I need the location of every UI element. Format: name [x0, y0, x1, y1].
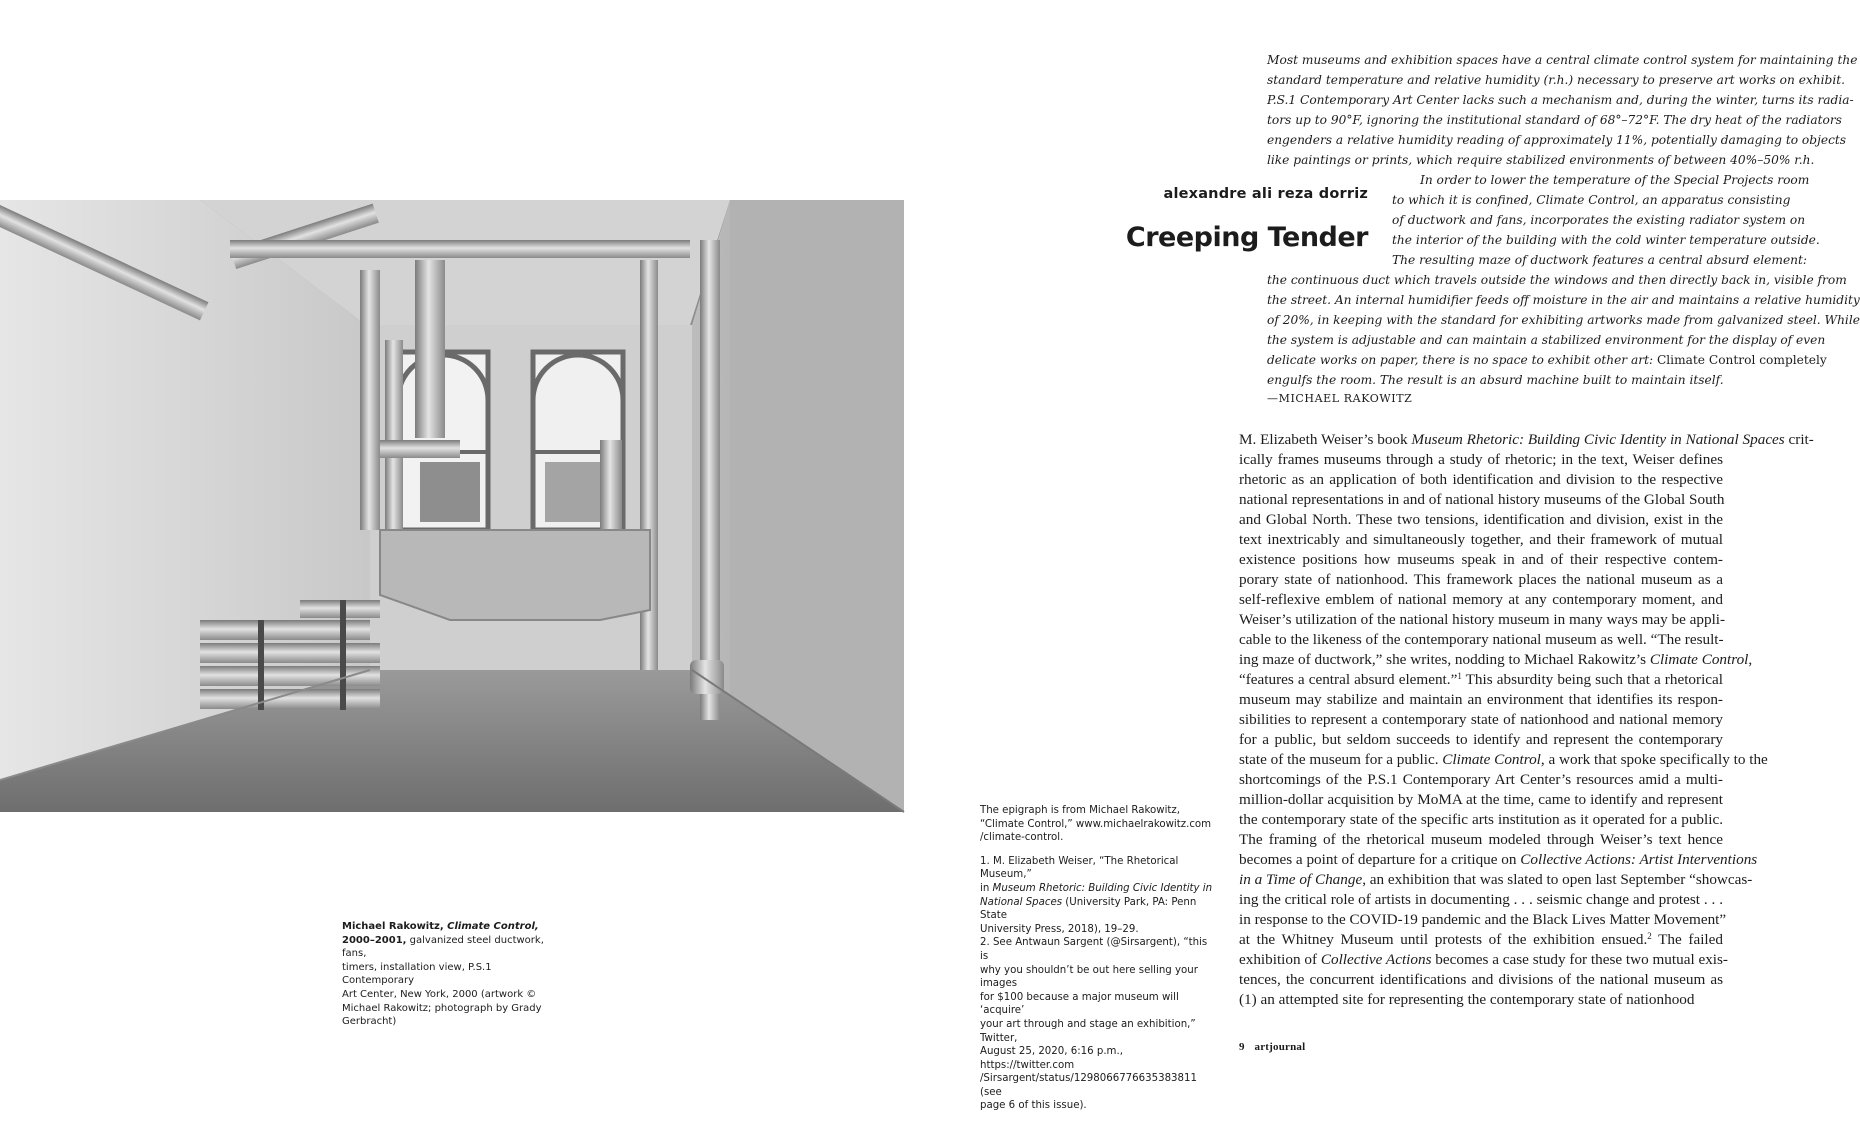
epigraph-note [980, 804, 1214, 845]
caption-line: Gerbracht) [342, 1016, 397, 1028]
body-line: tences, the concurrent identifications and divisions of the national museum as [1239, 971, 1723, 988]
note-line: (University Park, PA: Penn State [980, 896, 1197, 922]
epigraph-line: the interior of the building with the cold winter temperature outside. [1392, 233, 1820, 247]
caption-work-title: Climate Control, [447, 921, 539, 932]
book-title: Museum Rhetoric: Building Civic Identity in National Spaces [1411, 431, 1785, 448]
body-line: M. Elizabeth Weiser’s book Museum Rhetoric: Building Civic Identity in National Spaces crit- [1239, 431, 1814, 448]
exhibition-title: Collective Actions [1320, 951, 1432, 968]
work-title: Climate Control [1649, 651, 1749, 668]
epigraph-block [1392, 170, 1820, 270]
body-line: and Global North. These two tensions, identification and division, exist in the [1239, 511, 1723, 528]
body-line: porary state of nationhood. This framework places the national museum as a [1239, 571, 1723, 588]
footnote-ref: 1 [1457, 671, 1462, 681]
exhibition-title: in a Time of Change [1239, 871, 1363, 888]
note-line: /climate-control. [980, 832, 1064, 844]
note-2 [980, 936, 1214, 1113]
note-line: 2. See Antwaun Sargent (@Sirsargent), “this is [980, 937, 1208, 962]
journal-name: artjournal [1254, 1041, 1306, 1053]
body-line: cable to the likeness of the contemporary national museum as well. “The result- [1239, 631, 1724, 648]
body-line: text inextricably and simultaneously together, and their framework of mutual [1239, 531, 1723, 548]
epigraph-line: of 20%, in keeping with the standard for exhibiting artworks made from galvanized steel. While [1267, 313, 1860, 327]
body-line: self-reflexive emblem of national memory at any contemporary moment, and [1239, 591, 1723, 608]
body-line: “features a central absurd element.”$^1$ This absurdity being such that a rhetorical [1239, 671, 1723, 688]
epigraph-line: tors up to 90°F, ignoring the institutional standard of 68°–72°F. The dry heat of the radiators [1267, 113, 1842, 127]
epigraph-line: Most museums and exhibition spaces have a central climate control system for maintaining the [1267, 53, 1858, 67]
body-line: sibilities to represent a contemporary state of nationhood and national memory [1239, 711, 1723, 728]
body-line: at the Whitney Museum until protests of the exhibition ensued.$^2$ The failed [1239, 931, 1723, 948]
note-line: August 25, 2020, 6:16 p.m., https://twitter.com [980, 1046, 1123, 1071]
epigraph-line [1267, 350, 1860, 370]
body-line: in response to the COVID-19 pandemic and the Black Lives Matter Movement” [1239, 911, 1727, 928]
epigraph-line: P.S.1 Contemporary Art Center lacks such a mechanism and, during the winter, turns its radia- [1267, 93, 1854, 107]
body-line: state of the museum for a public. Climate Control, a work that spoke specifically to the [1239, 751, 1768, 768]
epigraph-line: to which it is confined, Climate Control, an apparatus consisting [1392, 193, 1791, 207]
epigraph-block [1267, 270, 1860, 390]
epigraph-attribution: —MICHAEL RAKOWITZ [1267, 392, 1413, 405]
caption-dates: 2000–2001, [342, 934, 407, 946]
body-text [1239, 430, 1814, 1010]
body-line: in a Time of Change, an exhibition that was slated to open last September “showcas- [1239, 871, 1753, 888]
body-line: The framing of the rhetorical museum modeled through Weiser’s text hence [1239, 831, 1723, 848]
work-title: Climate Control [1442, 751, 1541, 768]
body-line: becomes a point of departure for a critique on Collective Actions: Artist Interventions [1239, 851, 1758, 868]
caption-line: Michael Rakowitz; photograph by Grady [342, 1002, 542, 1014]
body-line: million-dollar acquisition by MoMA at the time, came to identify and represent [1239, 791, 1723, 808]
note-line: University Press, 2018), 19–29. [980, 923, 1139, 935]
note-line: 1. M. Elizabeth Weiser, “The Rhetorical Museum,” [980, 855, 1179, 881]
epigraph-line: of ductwork and fans, incorporates the existing radiator system on [1392, 213, 1806, 227]
installation-photo [0, 200, 904, 812]
caption-line: timers, installation view, P.S.1 Contemporary [342, 961, 492, 987]
note-line: for $100 because a major museum will ‘acquire’ [980, 991, 1179, 1017]
body-line: ically frames museums through a study of rhetoric; in the text, Weiser defines [1239, 451, 1723, 468]
epigraph-line: engenders a relative humidity reading of approximately 11%, potentially damaging to objects [1267, 133, 1847, 147]
body-line: exhibition of Collective Actions becomes a case study for these two mutual exis- [1239, 951, 1728, 968]
caption-medium: galvanized steel ductwork, fans, [342, 934, 544, 960]
body-line: Weiser’s utilization of the national history museum in many ways may be appli- [1239, 611, 1726, 628]
caption-line: Art Center, New York, 2000 (artwork © [342, 988, 537, 1000]
page-number: 9 [1239, 1041, 1245, 1053]
note-line: why you shouldn’t be out here selling your images [980, 964, 1198, 990]
page-footer [1239, 1041, 1305, 1053]
photo-caption [342, 920, 552, 1029]
epigraph-line: the continuous duct which travels outside the windows and then directly back in, visible from [1267, 273, 1847, 287]
epigraph-line: the system is adjustable and can maintain a stabilized environment for the display of even [1267, 333, 1826, 347]
note-line: The epigraph is from Michael Rakowitz, [980, 805, 1180, 816]
note-book-title: National Spaces [980, 896, 1063, 908]
body-line: rhetoric as an application of both identification and division to the respective [1239, 471, 1723, 488]
note-line: page 6 of this issue). [980, 1100, 1087, 1112]
body-line: national representations in and of national history museums of the Global South [1239, 491, 1725, 508]
epigraph-line: engulfs the room. The result is an absurd machine built to maintain itself. [1267, 373, 1724, 387]
body-line: shortcomings of the P.S.1 Contemporary Art Center’s resources amid a multi- [1239, 771, 1723, 788]
body-line: museum may stabilize and maintain an environment that identifies its respon- [1239, 691, 1723, 708]
note-line: /Sirsargent/status/1298066776635383811 (see [980, 1073, 1197, 1098]
note-line: in [980, 882, 993, 894]
room-illustration [0, 200, 904, 812]
body-line: existence positions how museums speak in and of their respective contem- [1239, 551, 1723, 568]
epigraph-fragment: delicate works on paper, there is no space to exhibit other art: [1267, 353, 1657, 367]
body-line: ing maze of ductwork,” she writes, nodding to Michael Rakowitz’s Climate Control, [1239, 651, 1753, 668]
epigraph-line: like paintings or prints, which require stabilized environments of between 40%–50% r.h. [1267, 153, 1815, 167]
body-line: the contemporary state of the specific arts institution as it operated for a public. [1239, 811, 1723, 828]
body-line: ing the critical role of artists in documenting . . . seismic change and protest . . . [1239, 891, 1723, 908]
footnote-ref: 2 [1647, 931, 1652, 941]
epigraph-line: the street. An internal humidifier feeds off moisture in the air and maintains a relative humidity [1267, 293, 1860, 307]
note-book-title: Museum Rhetoric: Building Civic Identity in [992, 882, 1213, 894]
epigraph-block [1267, 50, 1857, 170]
caption-artist: Michael Rakowitz, [342, 921, 448, 932]
endnotes [980, 804, 1214, 1123]
epigraph-line: In order to lower the temperature of the Special Projects room [1420, 173, 1810, 187]
body-line: (1) an attempted site for representing the contemporary state of nationhood [1239, 991, 1695, 1008]
body-line: for a public, but seldom succeeds to identify and represent the contemporary [1239, 731, 1723, 748]
epigraph-line: The resulting maze of ductwork features a central absurd element: [1392, 253, 1808, 267]
article-title: Creeping Tender [1125, 222, 1368, 253]
epigraph-line: standard temperature and relative humidity (r.h.) necessary to preserve art works on exhibit. [1267, 73, 1846, 87]
author-name: alexandre ali reza dorriz [1163, 186, 1368, 202]
note-1 [980, 855, 1214, 937]
exhibition-title: Collective Actions: Artist Interventions [1520, 851, 1758, 868]
note-line: your art through and stage an exhibition,” Twitter, [980, 1018, 1196, 1044]
note-line: “Climate Control,” www.michaelrakowitz.com [980, 818, 1212, 830]
epigraph-roman-phrase: Climate Control completely [1656, 353, 1827, 367]
